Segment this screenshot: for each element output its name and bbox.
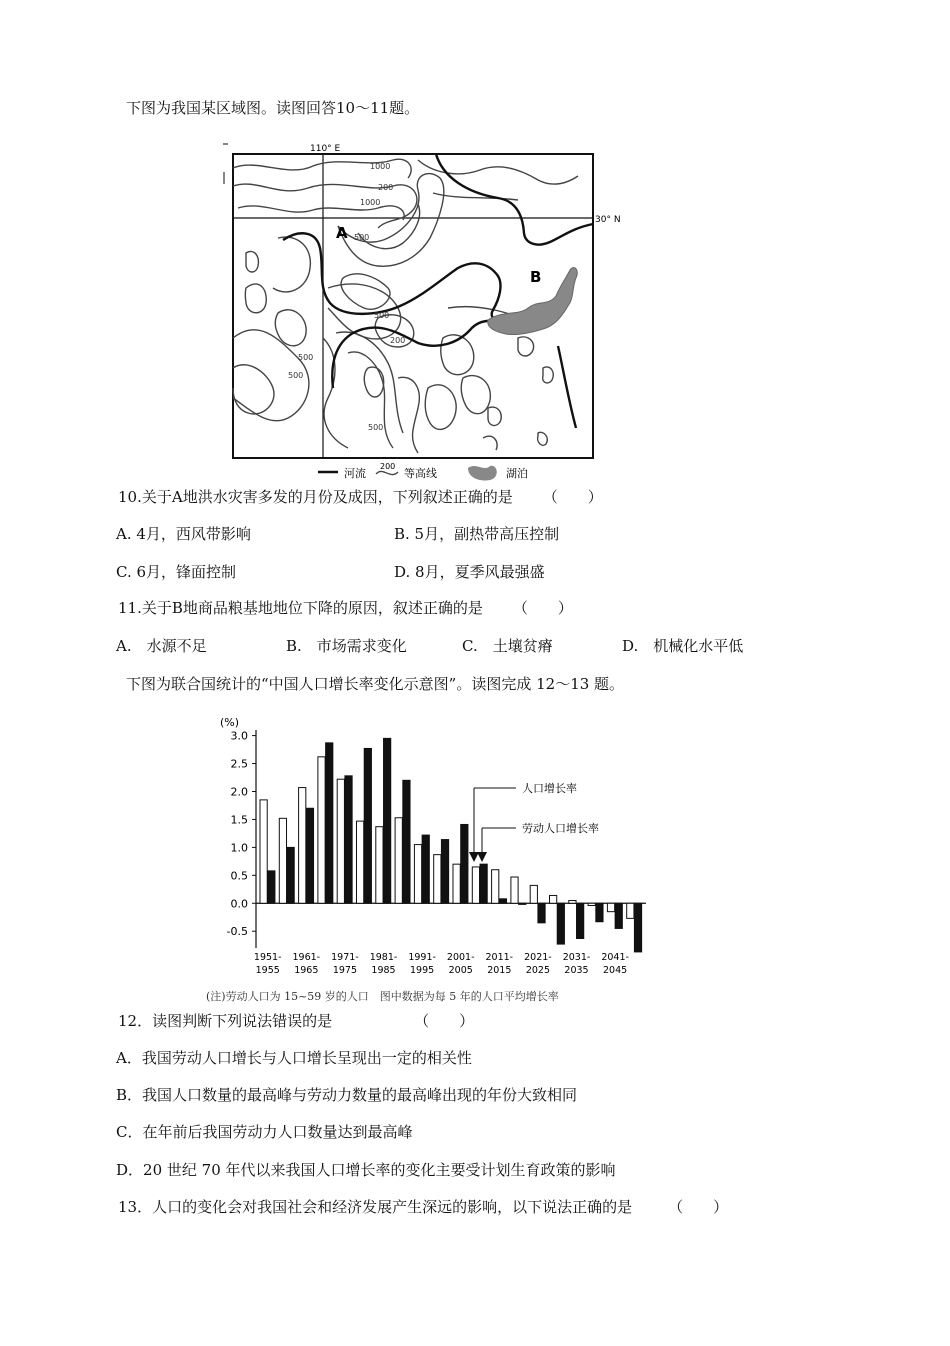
intro-text-2: 下图为联合国统计的“中国人口增长率变化示意图”。读图完成 12～13 题。 [126,675,625,693]
y-axis-label: (%) [220,716,240,729]
x-tick-label-top: 1971- [331,952,359,963]
chart-ticks [254,952,629,976]
bar-labor-rate [461,824,468,903]
x-tick-label-bottom: 1965 [294,965,319,976]
q12-option-b: B．我国人口数量的最高峰与劳动力数量的最高峰出现的年份大致相同 [116,1086,578,1104]
bar-population-rate [588,903,595,905]
q10-option-a: A. 4月，西风带影响 [116,525,251,543]
q11-option-a: A. 水源不足 [116,637,207,655]
bar-labor-rate [268,871,275,903]
bar-population-rate [627,903,634,918]
bar-labor-rate [403,780,410,903]
x-tick-label-bottom: 1995 [410,965,435,976]
contour-label: 200 [390,336,406,345]
bar-population-rate [607,903,614,911]
bar-population-rate [279,818,286,903]
bar-labor-rate [557,903,564,944]
contour-label: 500 [298,353,314,362]
y-tick-label: 1.5 [230,813,248,827]
q12-stem: 12．读图判断下列说法错误的是 （ ） [118,1012,475,1030]
population-growth-chart [196,710,666,1006]
chart-bars [260,738,642,952]
bar-population-rate [550,895,557,903]
legend-river: 河流 [344,467,366,480]
legend-contour: 等高线 [404,467,437,480]
bar-labor-rate [615,903,622,928]
intro-text-1: 下图为我国某区域图。读图回答10～11题。 [126,99,420,117]
x-tick-label-top: 2011- [485,952,514,963]
bar-population-rate [414,845,421,904]
q10-stem: 10.关于A地洪水灾害多发的月份及成因，下列叙述正确的是 （ ） [118,488,603,506]
bar-labor-rate [577,903,584,938]
bar-labor-rate [441,840,448,904]
bar-population-rate [453,864,460,903]
bar-population-rate [530,885,537,903]
contour-label: 500 [368,423,384,432]
bar-labor-rate [345,776,352,903]
x-tick-label-bottom: 2045 [603,965,628,976]
contour-lines [233,159,578,453]
bar-labor-rate [538,903,545,923]
q10-option-b: B. 5月，副热带高压控制 [394,525,560,543]
latitude-label: 30° N [595,215,621,225]
legend-lake: 湖泊 [506,467,528,480]
bar-labor-rate [384,738,391,903]
y-tick-label: 2.0 [230,785,248,799]
bar-labor-rate [596,903,603,921]
y-tick-label: 0.0 [230,897,248,911]
contour-label: 500 [354,233,370,242]
x-tick-label-top: 1961- [292,952,321,963]
x-tick-label-bottom: 1955 [255,965,280,976]
q13-stem: 13．人口的变化会对我国社会和经济发展产生深远的影响，以下说法正确的是 （ ） [118,1198,729,1216]
q11-option-d: D. 机械化水平低 [622,637,744,655]
bar-labor-rate [519,903,526,904]
y-tick-label: 3.0 [230,729,248,743]
bar-population-rate [492,870,499,904]
contour-label: 200 [378,183,394,192]
q12-option-c: C．在年前后我国劳动力人口数量达到最高峰 [116,1123,413,1141]
longitude-label: 110° E [310,144,341,154]
q11-stem: 11.关于B地商品粮基地地位下降的原因，叙述正确的是 （ ） [118,599,573,617]
x-tick-label-bottom: 2035 [564,965,589,976]
chart-note: (注)劳动人口为 15~59 岁的人口 图中数据为每 5 年的人口平均增长率 [206,990,559,1003]
contour-label: 500 [288,371,304,380]
point-b-label: B [530,268,542,286]
x-tick-label-top: 1981- [369,952,398,963]
x-tick-label-bottom: 1975 [332,965,358,976]
q11-option-c: C. 土壤贫瘠 [462,637,553,655]
x-tick-label-top: 2001- [446,952,475,963]
q12-option-d: D．20 世纪 70 年代以来我国人口增长率的变化主要受计划生育政策的影响 [116,1161,616,1179]
x-tick-label-top: 1991- [408,952,436,963]
x-tick-label-bottom: 2015 [487,965,512,976]
bar-labor-rate [634,903,641,952]
y-tick-label: 2.5 [230,757,248,771]
region-map [218,138,638,484]
point-a-label: A [336,224,348,242]
q11-option-b: B. 市场需求变化 [286,637,407,655]
bar-population-rate [395,818,402,904]
x-tick-label-bottom: 2025 [525,965,551,976]
bar-population-rate [318,757,325,903]
contour-label: 1000 [370,162,391,171]
y-tick-label: -0.5 [226,925,248,939]
bar-population-rate [260,800,267,903]
q10-option-c: C. 6月，锋面控制 [116,563,237,581]
bar-population-rate [376,827,383,904]
y-tick-label: 0.5 [230,869,248,883]
bar-labor-rate [326,743,333,903]
x-tick-label-top: 2031- [562,952,591,963]
x-tick-label-top: 1951- [253,952,282,963]
q12-option-a: A．我国劳动人口增长与人口增长呈现出一定的相关性 [116,1049,472,1067]
bar-population-rate [511,877,518,903]
legend-contour-value: 200 [380,462,396,471]
bar-population-rate [299,788,306,904]
bar-population-rate [434,855,441,904]
bar-population-rate [337,779,344,903]
bar-labor-rate [364,748,371,903]
bar-labor-rate [499,899,506,903]
q10-option-d: D. 8月，夏季风最强盛 [394,563,545,581]
bar-population-rate [472,867,479,903]
bar-labor-rate [480,864,487,903]
bar-labor-rate [287,847,294,903]
contour-label: 1000 [360,198,381,207]
x-tick-label-top: 2021- [524,952,552,963]
chart-legend [469,781,599,862]
bar-labor-rate [306,808,313,903]
bar-labor-rate [422,835,429,903]
x-tick-label-top: 2041- [601,952,629,963]
contour-label: 500 [374,311,390,320]
bar-population-rate [569,900,576,903]
bar-population-rate [357,821,364,903]
x-tick-label-bottom: 1985 [371,965,396,976]
x-tick-label-bottom: 2005 [448,965,473,976]
legend-labor-rate: 劳动人口增长率 [522,822,599,835]
map-legend [318,462,528,481]
river-lines [283,154,593,428]
legend-population-rate: 人口增长率 [522,782,577,795]
y-tick-label: 1.0 [230,841,248,855]
